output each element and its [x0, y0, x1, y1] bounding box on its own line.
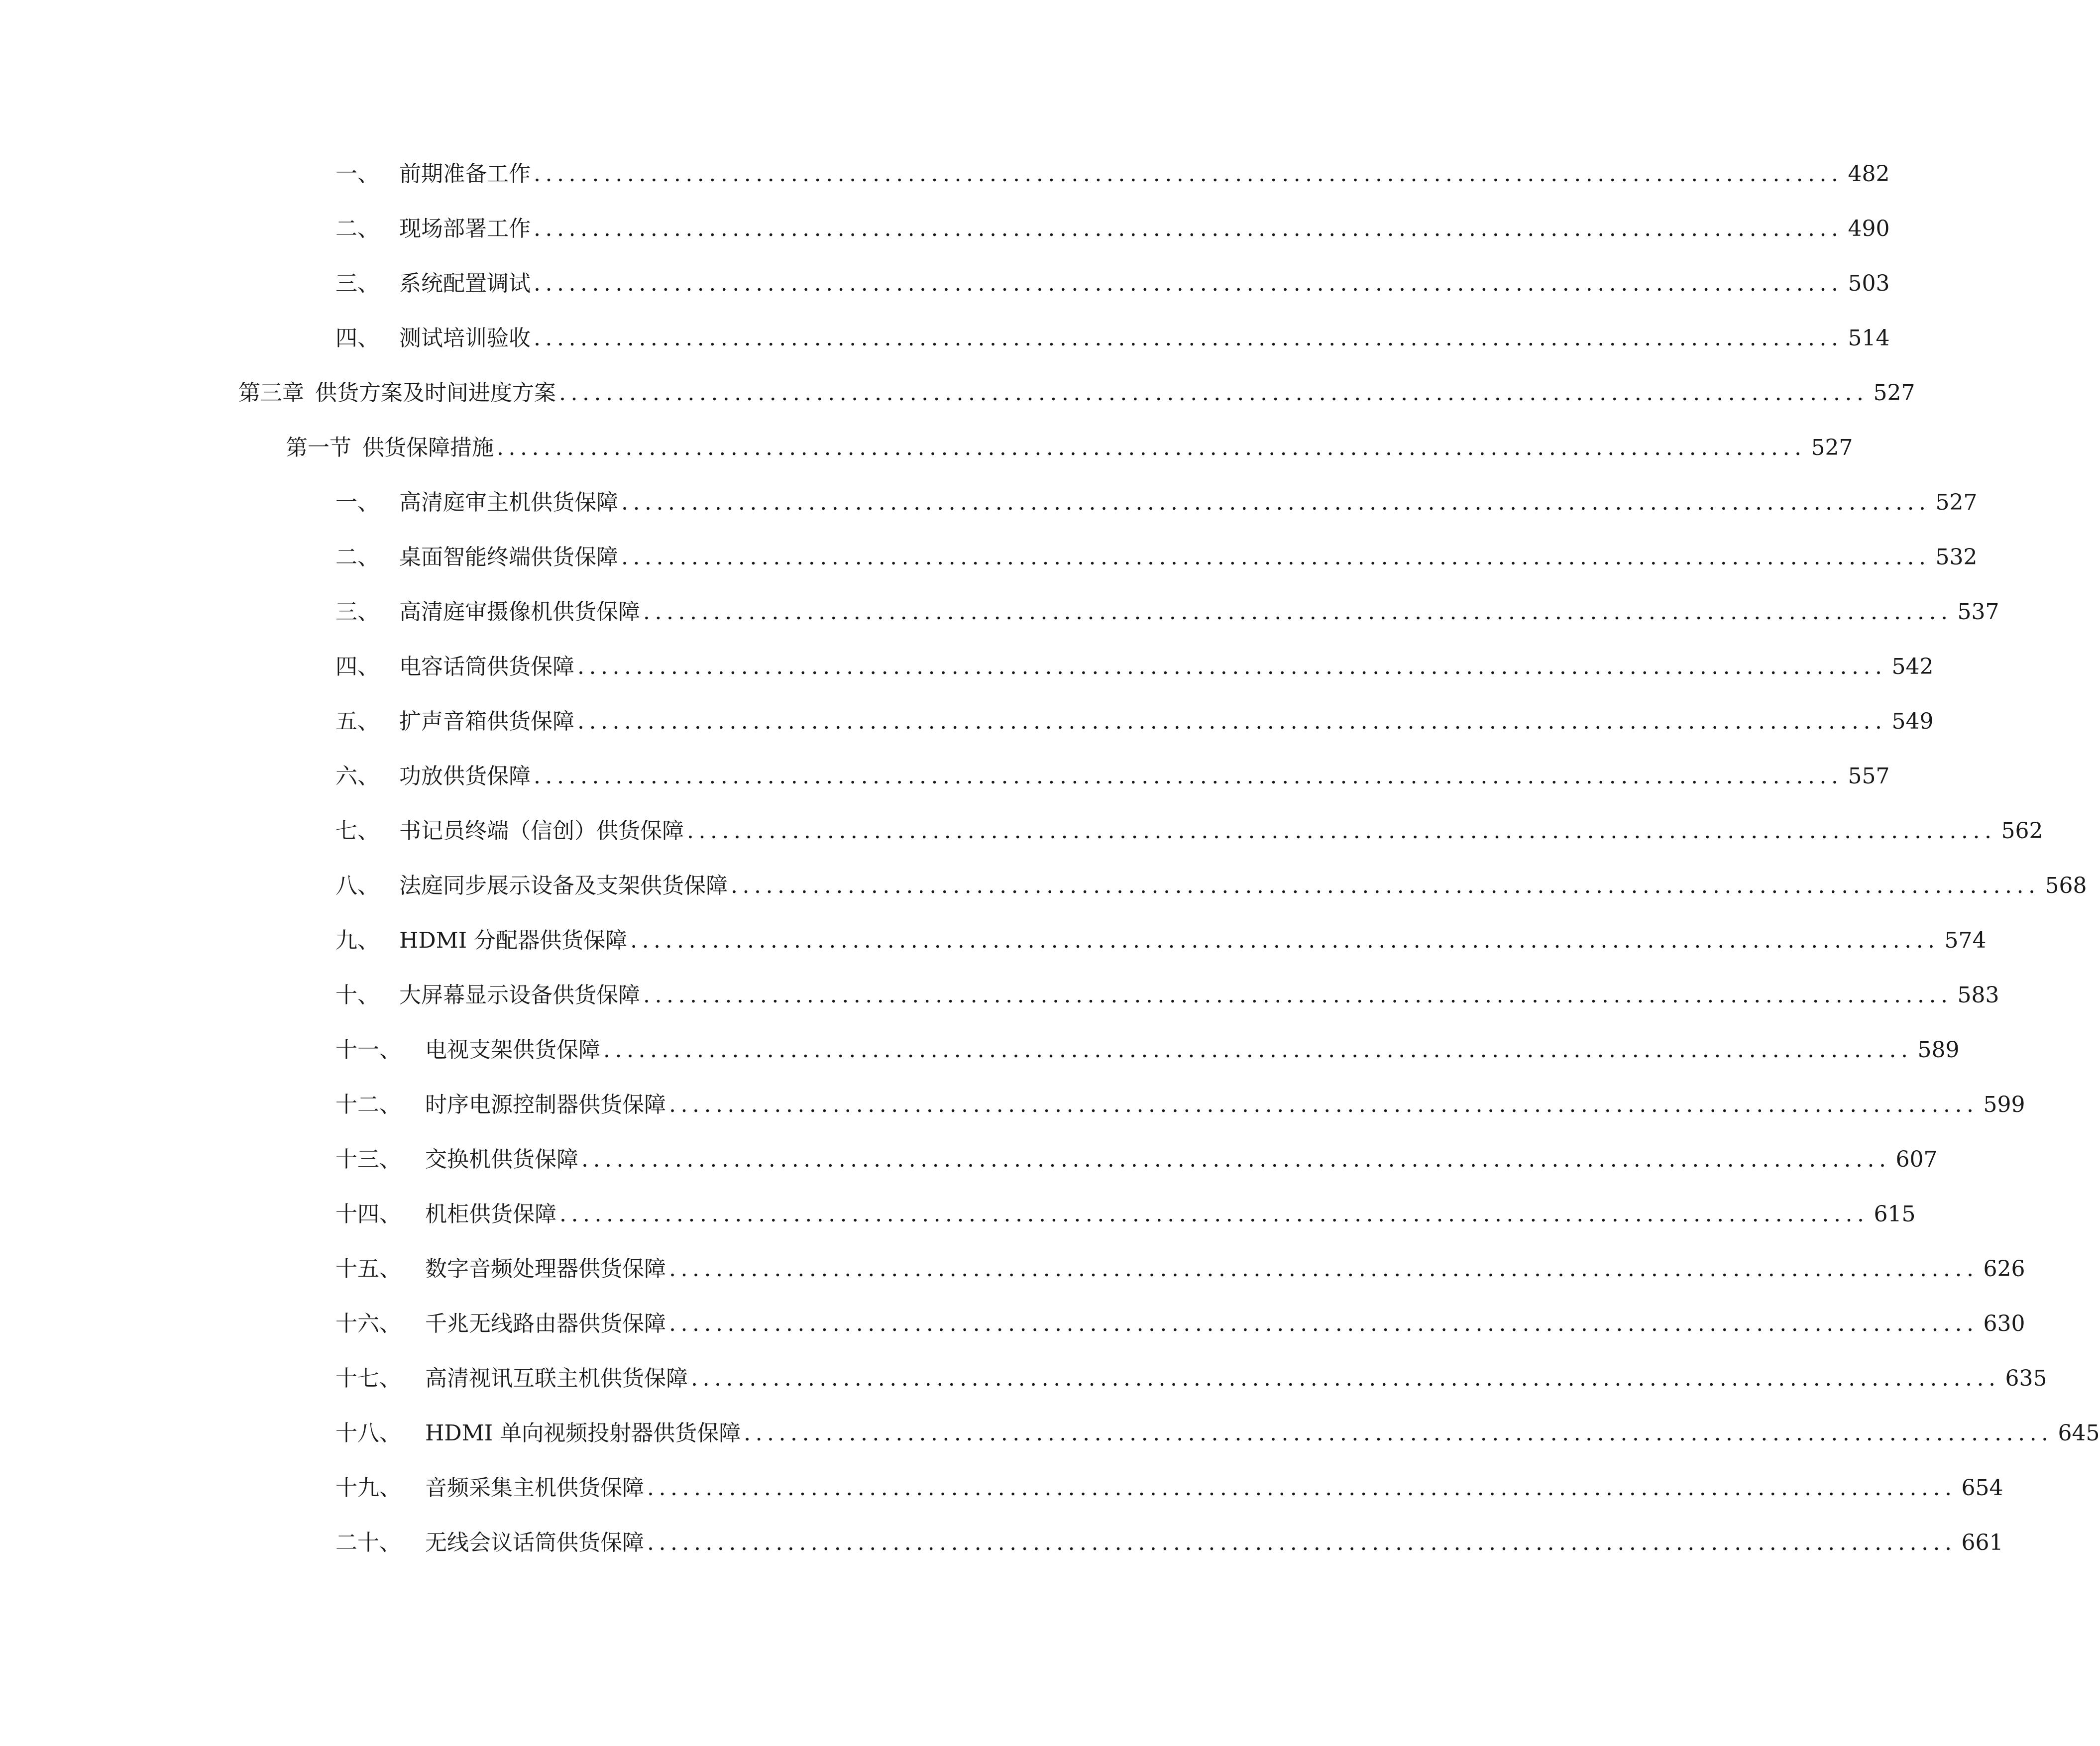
toc-entry[interactable] — [335, 487, 1978, 519]
dot-leader: ................................................................................................................ — [559, 380, 1869, 406]
toc-entry-title: 交换机供货保障 — [425, 1147, 578, 1172]
dot-leader: ................................................................................................................ — [643, 982, 1953, 1008]
toc-entry-page: 661 — [1961, 1530, 2003, 1555]
toc-entry-title: 高清庭审主机供货保障 — [399, 490, 618, 515]
section-title: 供货保障措施 — [362, 435, 494, 460]
toc-entry-title: 机柜供货保障 — [425, 1201, 556, 1227]
dot-leader: ................................................................................................................ — [643, 599, 1953, 625]
toc-entry-title: 电视支架供货保障 — [425, 1037, 600, 1063]
dot-leader: ................................................................................................................ — [581, 1147, 1891, 1172]
toc-entry-page: 542 — [1891, 654, 1934, 679]
toc-entry[interactable] — [335, 1034, 1960, 1066]
dot-leader: ................................................................................................................ — [534, 271, 1843, 296]
chapter-number: 第三章 — [238, 380, 304, 406]
toc-entry-number: 一、 — [335, 161, 379, 187]
toc-entry-title: 时序电源控制器供货保障 — [425, 1092, 666, 1117]
toc-entry-number: 八、 — [335, 873, 379, 898]
toc-entry-page: 549 — [1891, 709, 1934, 734]
toc-entry[interactable] — [335, 870, 2087, 902]
chapter-title: 供货方案及时间进度方案 — [315, 380, 556, 406]
toc-entry-number: 十九、 — [335, 1475, 401, 1501]
toc-entry[interactable] — [335, 1253, 2025, 1285]
dot-leader: ................................................................................................................ — [534, 764, 1843, 789]
toc-entry-title: 电容话筒供货保障 — [399, 654, 574, 679]
toc-entry-title: 桌面智能终端供货保障 — [399, 545, 618, 570]
dot-leader: ................................................................................................................ — [577, 654, 1887, 679]
toc-entry-page: 527 — [1873, 380, 1915, 406]
toc-entry-number: 十七、 — [335, 1366, 401, 1391]
toc-entry-title: HDMI 分配器供货保障 — [399, 928, 628, 953]
toc-entry[interactable] — [335, 213, 1890, 245]
toc-entry-title: 扩声音箱供货保障 — [399, 709, 574, 734]
toc-entry[interactable] — [335, 542, 1978, 573]
dot-leader: ................................................................................................................ — [731, 873, 2040, 898]
toc-entry-number: 十二、 — [335, 1092, 401, 1117]
dot-leader: ................................................................................................................ — [669, 1311, 1979, 1336]
toc-entry-number: 五、 — [335, 709, 379, 734]
toc-entry-number: 一、 — [335, 490, 379, 515]
toc-entry[interactable] — [335, 815, 2043, 847]
toc-entry-title: 法庭同步展示设备及支架供货保障 — [399, 873, 728, 898]
toc-entry-title: 系统配置调试 — [399, 271, 531, 296]
toc-entry-page: 626 — [1983, 1256, 2025, 1282]
toc-entry-title: 无线会议话筒供货保障 — [425, 1530, 644, 1555]
dot-leader: ................................................................................................................ — [534, 326, 1843, 351]
toc-chapter-entry[interactable] — [238, 377, 1915, 409]
toc-entry[interactable] — [335, 706, 1934, 738]
toc-entry-title: 千兆无线路由器供货保障 — [425, 1311, 666, 1336]
toc-entry-page: 557 — [1848, 764, 1890, 789]
toc-entry[interactable] — [335, 651, 1934, 683]
toc-entry-number: 二、 — [335, 545, 379, 570]
toc-entry-page: 574 — [1944, 928, 1987, 953]
dot-leader: ................................................................................................................ — [497, 435, 1806, 460]
toc-entry-page: 654 — [1961, 1475, 2003, 1501]
toc-entry[interactable] — [335, 761, 1890, 792]
toc-entry-title: 前期准备工作 — [399, 161, 531, 187]
toc-entry-page: 537 — [1957, 599, 1999, 625]
dot-leader: ................................................................................................................ — [669, 1256, 1979, 1282]
toc-entry-number: 九、 — [335, 928, 379, 953]
toc-entry-page: 589 — [1917, 1037, 1960, 1063]
toc-entry-page: 482 — [1848, 161, 1890, 187]
toc-entry-page: 568 — [2045, 873, 2087, 898]
toc-entry[interactable] — [335, 1527, 2003, 1559]
toc-entry-page: 490 — [1848, 216, 1890, 241]
dot-leader: ................................................................................................................ — [630, 928, 1940, 953]
toc-entry-title: 测试培训验收 — [399, 326, 531, 351]
dot-leader: ................................................................................................................ — [669, 1092, 1979, 1117]
toc-entry-title: 数字音频处理器供货保障 — [425, 1256, 666, 1282]
toc-entry-number: 六、 — [335, 764, 379, 789]
toc-entry-page: 599 — [1983, 1092, 2025, 1117]
toc-entry-title: 音频采集主机供货保障 — [425, 1475, 644, 1501]
toc-entry[interactable] — [335, 1308, 2025, 1340]
toc-entry[interactable] — [335, 1363, 2047, 1395]
toc-entry-number: 二、 — [335, 216, 379, 241]
toc-entry-number: 十五、 — [335, 1256, 401, 1282]
toc-entry-number: 十三、 — [335, 1147, 401, 1172]
toc-entry[interactable] — [335, 1144, 1938, 1176]
dot-leader: ................................................................................................................ — [534, 216, 1843, 241]
toc-entry-page: 635 — [2005, 1366, 2047, 1391]
toc-entry-number: 四、 — [335, 326, 379, 351]
dot-leader: ................................................................................................................ — [621, 490, 1931, 515]
toc-entry-number: 十、 — [335, 982, 379, 1008]
toc-entry-page: 527 — [1935, 490, 1978, 515]
toc-entry-number: 十六、 — [335, 1311, 401, 1336]
dot-leader: ................................................................................................................ — [647, 1530, 1957, 1555]
toc-entry-number: 三、 — [335, 599, 379, 625]
toc-entry-number: 二十、 — [335, 1530, 401, 1555]
dot-leader: ................................................................................................................ — [687, 818, 1996, 844]
dot-leader: ................................................................................................................ — [647, 1475, 1957, 1501]
dot-leader: ................................................................................................................ — [621, 545, 1931, 570]
section-number: 第一节 — [286, 435, 351, 460]
toc-entry[interactable] — [335, 323, 1890, 354]
toc-entry[interactable] — [335, 158, 1890, 190]
toc-entry-title: 功放供货保障 — [399, 764, 531, 789]
toc-entry-page: 514 — [1848, 326, 1890, 351]
toc-entry-page: 503 — [1848, 271, 1890, 296]
dot-leader: ................................................................................................................ — [577, 709, 1887, 734]
toc-entry-page: 645 — [2058, 1420, 2100, 1446]
toc-entry[interactable] — [335, 1199, 1916, 1230]
toc-entry[interactable] — [335, 1472, 2003, 1504]
toc-entry-page: 527 — [1811, 435, 1853, 460]
toc-entry-number: 十一、 — [335, 1037, 401, 1063]
dot-leader: ................................................................................................................ — [559, 1201, 1869, 1227]
dot-leader: ................................................................................................................ — [534, 161, 1843, 187]
toc-entry-number: 三、 — [335, 271, 379, 296]
toc-section-entry[interactable] — [286, 432, 1853, 464]
dot-leader: ................................................................................................................ — [744, 1420, 2053, 1446]
toc-entry-page: 562 — [2001, 818, 2043, 844]
toc-entry-number: 七、 — [335, 818, 379, 844]
toc-entry-page: 630 — [1983, 1311, 2025, 1336]
toc-entry-page: 607 — [1895, 1147, 1938, 1172]
toc-entry-title: 现场部署工作 — [399, 216, 531, 241]
toc-entry-title: 书记员终端（信创）供货保障 — [399, 818, 684, 844]
toc-entry-number: 十四、 — [335, 1201, 401, 1227]
toc-entry-title: 大屏幕显示设备供货保障 — [399, 982, 640, 1008]
toc-entry-title: HDMI 单向视频投射器供货保障 — [425, 1420, 741, 1446]
toc-entry[interactable] — [335, 268, 1890, 300]
toc-entry-page: 615 — [1874, 1201, 1916, 1227]
toc-entry[interactable] — [335, 925, 1987, 957]
toc-entry-number: 四、 — [335, 654, 379, 679]
dot-leader: ................................................................................................................ — [603, 1037, 1913, 1063]
dot-leader: ................................................................................................................ — [691, 1366, 2000, 1391]
toc-entry-page: 532 — [1935, 545, 1978, 570]
toc-entry[interactable] — [335, 596, 1999, 628]
toc-entry-page: 583 — [1957, 982, 1999, 1008]
toc-entry-title: 高清庭审摄像机供货保障 — [399, 599, 640, 625]
toc-entry[interactable] — [335, 980, 1999, 1011]
toc-entry[interactable] — [335, 1418, 2100, 1449]
toc-entry-title: 高清视讯互联主机供货保障 — [425, 1366, 688, 1391]
toc-entry[interactable] — [335, 1089, 2025, 1121]
toc-entry-number: 十八、 — [335, 1420, 401, 1446]
